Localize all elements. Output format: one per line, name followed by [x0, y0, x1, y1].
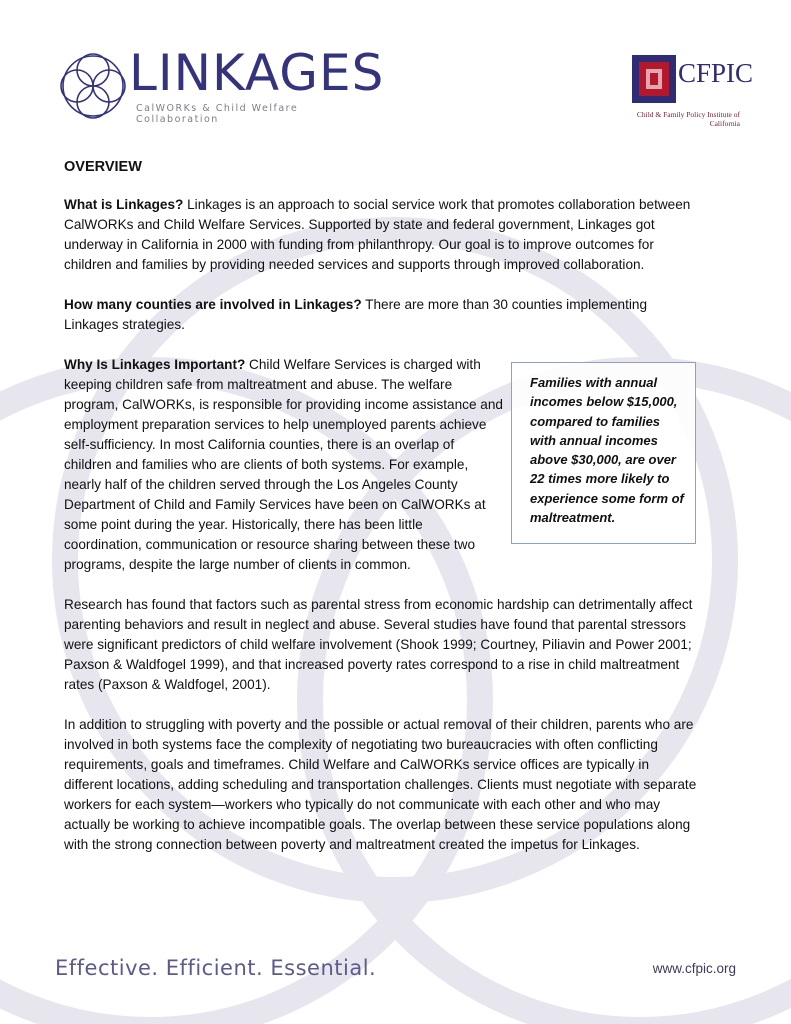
paragraph-struggles: In addition to struggling with poverty and the possible or actual removal of their children, parents who are involved in both systems face the complexity of negotiating two bureaucracies with often conflicting requirements, goals and timeframes. Child Welfare and CalWORKs service offices are typically in different locations, adding scheduling and transportation challenges. Clients must negotiate with separate workers for each system—workers who typically do not communicate with each other and who may actually be working to achieve incompatible goals. The overlap between these service populations along with the strong connection between poverty and maltreatment created the impetus for Linkages. — [64, 717, 697, 852]
answer-why-important: Child Welfare Services is charged with keeping children safe from maltreatment and abuse. The welfare program, CalWORKs, is responsible for providing income assistance and employment preparation services to help unemployed parents achieve self-sufficiency. In most California counties, there is an overlap of children and families who are clients of both systems. For example, nearly half of the children served through the Los Angeles County Department of Child and Family Services have been on CalWORKs at some point during the year. Historically, there has been little coordination, communication or resource sharing between these two programs, despite the large number of clients in common. — [64, 357, 503, 572]
question-why-important: Why Is Linkages Important? — [64, 357, 246, 372]
cfpic-logo — [628, 51, 754, 128]
logo-wordmark: LINKAGES — [129, 44, 385, 102]
page-heading: OVERVIEW — [64, 159, 142, 175]
paragraph-what-is — [64, 195, 700, 275]
question-what-is: What is Linkages? — [64, 197, 184, 212]
paragraph-why-important — [64, 355, 504, 575]
paragraph-how-many — [64, 295, 700, 335]
paragraph-research: Research has found that factors such as parental stress from economic hardship can detrimentally affect parenting behaviors and result in neglect and abuse. Several studies have found that parental stressors were significant predictors of child welfare involvement (Shook 1999; Courtney, Piliavin and Power 2001; Paxson & Waldfogel 1999), and that increased poverty rates correspond to a rise in child maltreatment rates (Paxson & Waldfogel, 2001). — [64, 597, 693, 692]
statistic-callout: Families with annual incomes below $15,000, compared to families with annual incomes above $30,000, are over 22 times more likely to experience some form of maltreatment. — [511, 362, 696, 544]
linkages-logo — [55, 44, 385, 128]
cfpic-subtitle: Child & Family Policy Institute of California — [636, 110, 740, 128]
footer-url[interactable]: www.cfpic.org — [652, 961, 736, 976]
cfpic-wordmark: CFPIC — [678, 58, 754, 88]
logo-tagline: CalWORKs & Child Welfare Collaboration — [136, 103, 299, 125]
linked-rings-icon — [55, 48, 131, 124]
cfpic-square-icon — [632, 55, 676, 103]
footer-tagline: Effective. Efficient. Essential. — [55, 956, 377, 980]
answer-what-is: Linkages is an approach to social service work that promotes collaboration between CalWORKs and Child Welfare Services. Supported by state and federal government, Linkages got underway in California in 2000 with funding from philanthropy. Our goal is to improve outcomes for children and families by providing needed services and supports through improved collaboration. — [64, 197, 691, 272]
question-how-many: How many counties are involved in Linkages? — [64, 297, 362, 312]
answer-how-many: There are more than 30 counties implementing Linkages strategies. — [64, 297, 648, 332]
